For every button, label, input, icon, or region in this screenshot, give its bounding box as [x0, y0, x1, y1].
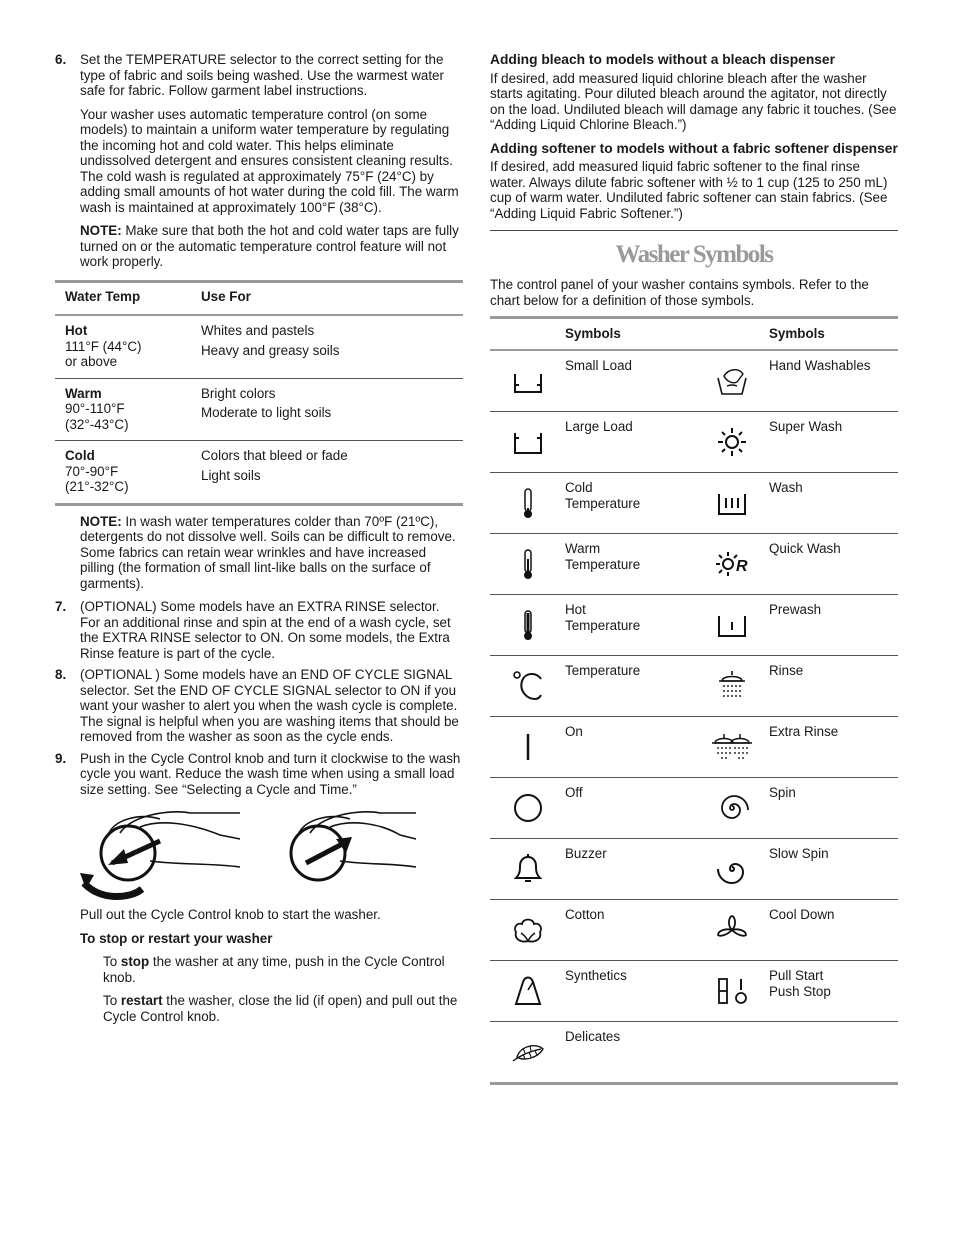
delicates-icon: [490, 1022, 565, 1082]
cold-water-note: [55, 514, 463, 592]
symbol-cell: [490, 656, 694, 716]
step-number: 8.: [55, 667, 67, 682]
auto-temp-paragraph: Your washer uses automatic temperature control (on some models) to maintain a uniform water temperature by regulating the incoming hot and cold water. This helps eliminate undissolved detergent and ensures consistent cleaning results. The cold wash is regulated at approximately 75°F (24°C) by adding small amounts of hot water during the cold fill. The warm wash is maintained at approximately 100°F (38°C).: [80, 106, 459, 215]
symbol-label: Delicates: [565, 1029, 621, 1044]
symbol-row: [490, 351, 898, 412]
symbol-row: [490, 961, 898, 1022]
quick-wash-icon: [694, 534, 769, 594]
symbol-row: [490, 412, 898, 473]
temp-cell: [65, 448, 201, 495]
step-number: 7.: [55, 599, 67, 614]
temp-range-2: or above: [65, 354, 118, 369]
symbol-row: [490, 717, 898, 778]
symbol-row: [490, 534, 898, 595]
use-1: Whites and pastels: [201, 323, 315, 338]
restart-instruction: [55, 993, 463, 1024]
right-column: [490, 52, 898, 1085]
table-row-warm: [55, 379, 463, 442]
slow-spin-icon: [694, 839, 769, 899]
use-2: Heavy and greasy soils: [201, 342, 340, 358]
on-icon: [490, 717, 565, 777]
prewash-icon: [694, 595, 769, 655]
symbol-label: On: [565, 724, 583, 739]
symbol-label: Prewash: [769, 602, 822, 617]
header-symbols-1: Symbols: [565, 326, 621, 342]
step-9: [55, 751, 463, 798]
symbol-cell: [490, 595, 694, 655]
stop-bold: stop: [120, 954, 150, 969]
step-8: [55, 667, 463, 745]
small-load-icon: [490, 351, 565, 411]
restart-post: the washer, close the lid (if open) and pull out the Cycle Control knob.: [103, 993, 458, 1024]
symbol-label: Wash: [769, 480, 803, 495]
symbol-label: Spin: [769, 785, 796, 800]
softener-text: If desired, add measured liquid fabric softener to the final rinse water. Always dilute fabric softener with ½ to 1 cup (125 to 250 mL) cup of warm water. Undiluted fabric softener can stain fabrics. (See “Adding Liquid Fabric Softener.”): [490, 159, 888, 221]
symbol-cell: [694, 778, 898, 838]
symbol-row: [490, 778, 898, 839]
symbol-row: [490, 900, 898, 961]
symbol-cell: [694, 656, 898, 716]
stop-pre: To: [103, 954, 121, 969]
symbol-label: Buzzer: [565, 846, 607, 861]
symbol-label: Cool Down: [769, 907, 835, 922]
spin-icon: [694, 778, 769, 838]
symbol-label: Warm Temperature: [565, 541, 641, 572]
symbols-table-header: [490, 319, 898, 351]
symbol-row: [490, 595, 898, 656]
cycle-knob-illustration: [80, 805, 463, 901]
step-text: Push in the Cycle Control knob and turn it clockwise to the wash cycle you want. Reduce the wash time when using a small load size setting. See “Selecting a Cycle and Time.”: [80, 750, 461, 797]
knob-hands-image: [80, 805, 420, 901]
section-divider: [490, 230, 898, 231]
stop-post: the washer at any time, push in the Cycle Control knob.: [103, 954, 445, 985]
header-use-for: Use For: [201, 288, 251, 304]
empty-icon-slot: [694, 1022, 769, 1082]
header-symbols-2: Symbols: [769, 326, 825, 342]
symbol-cell: [694, 961, 898, 1021]
symbol-cell: [694, 534, 898, 594]
step-text: (OPTIONAL ) Some models have an END OF CYCLE SIGNAL selector. Set the END OF CYCLE SIGNAL selector to ON if you want your washer to alert you when the wash cycle is complete. The signal is helpful when you are washing items that should be removed from the washer as soon as the cycle ends.: [80, 667, 459, 744]
step-7: [55, 599, 463, 661]
symbol-row: [490, 656, 898, 717]
symbol-label: Cold Temperature: [565, 480, 641, 511]
symbol-label: Synthetics: [565, 968, 627, 983]
washer-symbols-title: Washer Symbols: [615, 241, 773, 268]
svg-text:R: R: [735, 558, 748, 575]
warm-temperature-icon: [490, 534, 565, 594]
symbol-label: Off: [565, 785, 583, 800]
synthetics-icon: [490, 961, 565, 1021]
note: [80, 223, 463, 270]
symbol-cell: [490, 412, 694, 472]
symbol-cell: [694, 900, 898, 960]
symbol-cell: [694, 351, 898, 411]
temp-range: 111°F (44°C): [65, 338, 142, 354]
temp-range: 90°-110°F: [65, 401, 125, 416]
pull-out-text: Pull out the Cycle Control knob to start the washer.: [80, 907, 381, 922]
temperature-icon: [490, 656, 565, 716]
step-number: 9.: [55, 750, 67, 766]
use-1: Bright colors: [201, 385, 276, 401]
hot-temperature-icon: [490, 595, 565, 655]
temp-range-2: (21°-32°C): [65, 479, 129, 494]
temp-name: Warm: [65, 385, 102, 401]
symbol-cell: [490, 961, 694, 1021]
temp-range-2: (32°-43°C): [65, 416, 129, 432]
temp-cell: [65, 386, 201, 433]
restart-bold: restart: [120, 993, 163, 1008]
symbol-cell: [490, 900, 694, 960]
symbol-cell: [490, 717, 694, 777]
symbol-label: Extra Rinse: [769, 724, 839, 739]
symbol-label: Quick Wash: [769, 541, 841, 556]
use-1: Colors that bleed or fade: [201, 448, 348, 463]
extra-rinse-icon: [694, 717, 769, 777]
symbol-cell: [694, 412, 898, 472]
symbol-label: Hot Temperature: [565, 602, 641, 633]
step-6: [55, 52, 463, 270]
use-2: Moderate to light soils: [201, 405, 332, 420]
symbol-cell: [694, 473, 898, 533]
softener-heading: Adding softener to models without a fabric softener dispenser: [490, 140, 898, 156]
step-text: Set the TEMPERATURE selector to the correct setting for the type of fabric and soils being washed. Use the warmest water safe for fabric. Follow garment label instructions.: [80, 52, 444, 98]
symbol-row: [490, 473, 898, 534]
symbol-cell: [490, 473, 694, 533]
use-cell: [201, 386, 463, 433]
table-row-hot: [55, 316, 463, 379]
wash-icon: [694, 473, 769, 533]
header-water-temp: Water Temp: [65, 288, 141, 304]
buzzer-icon: [490, 839, 565, 899]
symbol-label: Temperature: [565, 663, 641, 678]
bleach-text: If desired, add measured liquid chlorine bleach after the washer starts agitating. Pour diluted bleach around the agitator, not directly on the load. Undiluted bleach will damage any fabric it touches. (See “Adding Liquid Chlorine Bleach.”): [490, 70, 897, 132]
use-cell: [201, 323, 463, 370]
symbol-cell: [490, 534, 694, 594]
note-text: Make sure that both the hot and cold water taps are fully turned on or the automatic temperature control feature will not work properly.: [80, 223, 459, 269]
symbol-row: [490, 1022, 898, 1082]
symbol-label: Cotton: [565, 907, 605, 922]
restart-pre: To: [103, 993, 121, 1008]
symbol-cell: [694, 717, 898, 777]
rinse-icon: [694, 656, 769, 716]
bleach-heading: Adding bleach to models without a bleach dispenser: [490, 52, 835, 67]
symbols-intro: The control panel of your washer contains symbols. Refer to the chart below for a definition of those symbols.: [490, 277, 869, 308]
symbol-label: Pull Start Push Stop: [769, 968, 831, 999]
temp-cell: [65, 323, 201, 370]
table-row-cold: [55, 441, 463, 503]
symbol-cell: [490, 778, 694, 838]
pull-start-push-stop-icon: [694, 961, 769, 1021]
cold-temperature-icon: [490, 473, 565, 533]
symbol-row: [490, 839, 898, 900]
symbol-cell: [694, 1022, 898, 1082]
symbol-label: Hand Washables: [769, 358, 871, 373]
step-number: 6.: [55, 52, 67, 67]
note-label: NOTE:: [80, 223, 122, 238]
off-icon: [490, 778, 565, 838]
note-label: NOTE:: [80, 513, 122, 529]
step-text: (OPTIONAL) Some models have an EXTRA RINSE selector. For an additional rinse and spin at the end of a wash cycle, set the EXTRA RINSE selector to ON. On some models, the Extra Rinse feature is part of the cycle.: [80, 599, 451, 661]
symbol-label: Rinse: [769, 663, 804, 678]
symbol-cell: [490, 1022, 694, 1082]
large-load-icon: [490, 412, 565, 472]
symbol-cell: [694, 595, 898, 655]
symbol-cell: [490, 351, 694, 411]
super-wash-icon: [694, 412, 769, 472]
symbol-label: Large Load: [565, 419, 633, 434]
note-text: In wash water temperatures colder than 70ºF (21ºC), detergents do not dissolve well. Soils can be difficult to remove. Some fabrics can retain wear wrinkles and have increased pilling (the formation of small lint-like balls on the surface of garments).: [80, 513, 456, 591]
symbol-label: Slow Spin: [769, 846, 829, 861]
symbols-table: [490, 316, 898, 1085]
cotton-icon: [490, 900, 565, 960]
hand-washables-icon: [694, 351, 769, 411]
temp-name: Cold: [65, 448, 95, 463]
symbol-cell: [694, 839, 898, 899]
temp-range: 70°-90°F: [65, 463, 119, 479]
symbol-label: Super Wash: [769, 419, 843, 434]
temp-name: Hot: [65, 323, 88, 338]
cool-down-icon: [694, 900, 769, 960]
table-header: [55, 283, 463, 317]
stop-restart-heading: To stop or restart your washer: [80, 930, 273, 946]
left-column: [55, 52, 463, 1032]
stop-instruction: [55, 954, 463, 985]
symbol-cell: [490, 839, 694, 899]
symbol-label: Small Load: [565, 358, 632, 373]
use-2: Light soils: [201, 467, 261, 483]
use-cell: [201, 448, 463, 495]
water-temp-table: [55, 280, 463, 506]
